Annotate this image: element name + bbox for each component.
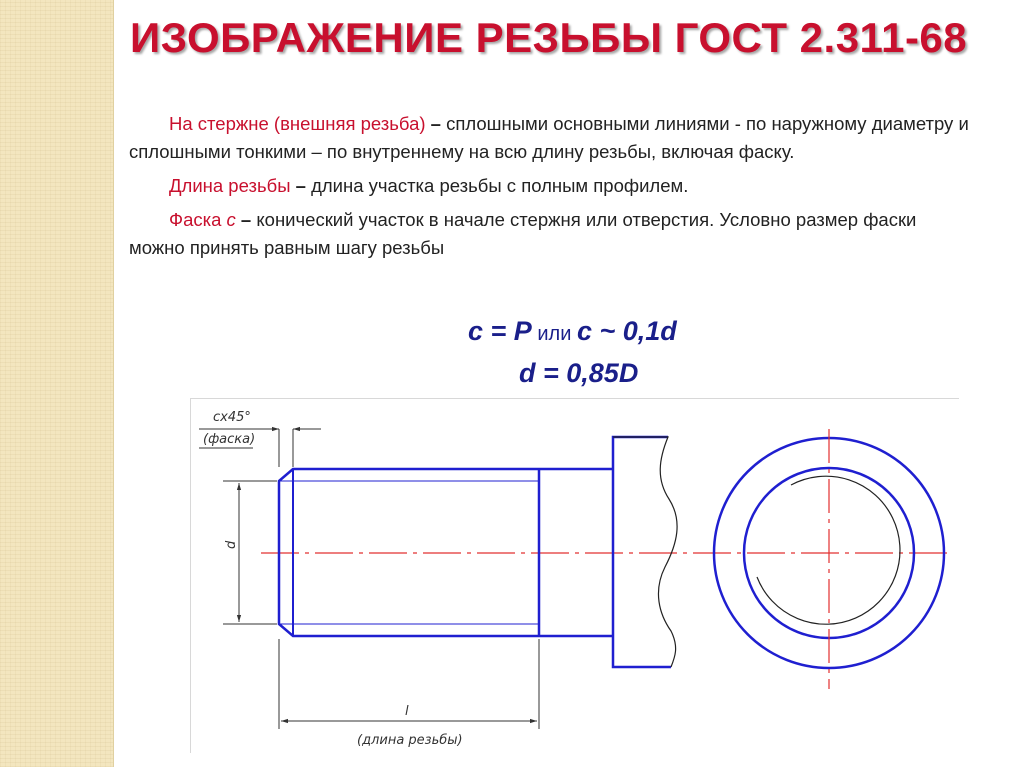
formula-chamfer — [468, 316, 677, 347]
bolt-head-break-line — [613, 437, 677, 667]
formula-diameter: d = 0,85D — [519, 358, 639, 388]
length-caption: (длина резьбы) — [357, 733, 463, 748]
term-dash: – — [290, 175, 312, 196]
paragraph-chamfer — [129, 206, 974, 262]
term-chamfer: Фаска — [169, 209, 227, 230]
bolt-head-outline — [613, 437, 671, 667]
definition-chamfer: конический участок в начале стержня или отверстия. Условно размер фаски можно принять равным шагу резьбы — [129, 209, 917, 258]
formula-chamfer-right: c ~ 0,1d — [576, 316, 677, 346]
paragraph-thread-length — [129, 172, 974, 200]
thread-drawing-svg — [191, 399, 959, 753]
formula-or: или — [531, 323, 577, 345]
term-external-thread: На стержне (внешняя резьба) — [169, 113, 426, 134]
thread-drawing — [190, 398, 959, 753]
slide-title: ИЗОБРАЖЕНИЕ РЕЗЬБЫ ГОСТ 2.311-68 — [130, 14, 968, 61]
definition-thread-length: длина участка резьбы с полным профилем. — [311, 175, 689, 196]
definition-external-thread: сплошными основными линиями - по наружному диаметру и сплошными тонкими – по внутреннему на всю длину резьбы, включая фаску. — [129, 113, 969, 162]
formula-chamfer-left: c = P — [468, 316, 532, 346]
term-thread-length: Длина резьбы — [169, 175, 291, 196]
paragraph-external-thread — [129, 110, 974, 166]
length-label: l — [405, 704, 409, 719]
term-dash: – — [425, 113, 447, 134]
term-chamfer-symbol: с — [226, 209, 236, 230]
decorative-side-strip — [0, 0, 114, 767]
chamfer-caption: (фаска) — [203, 432, 256, 447]
body-text — [129, 110, 974, 262]
diameter-label: d — [224, 540, 239, 549]
term-dash: – — [235, 209, 257, 230]
chamfer-size-label: cx45° — [213, 410, 251, 425]
